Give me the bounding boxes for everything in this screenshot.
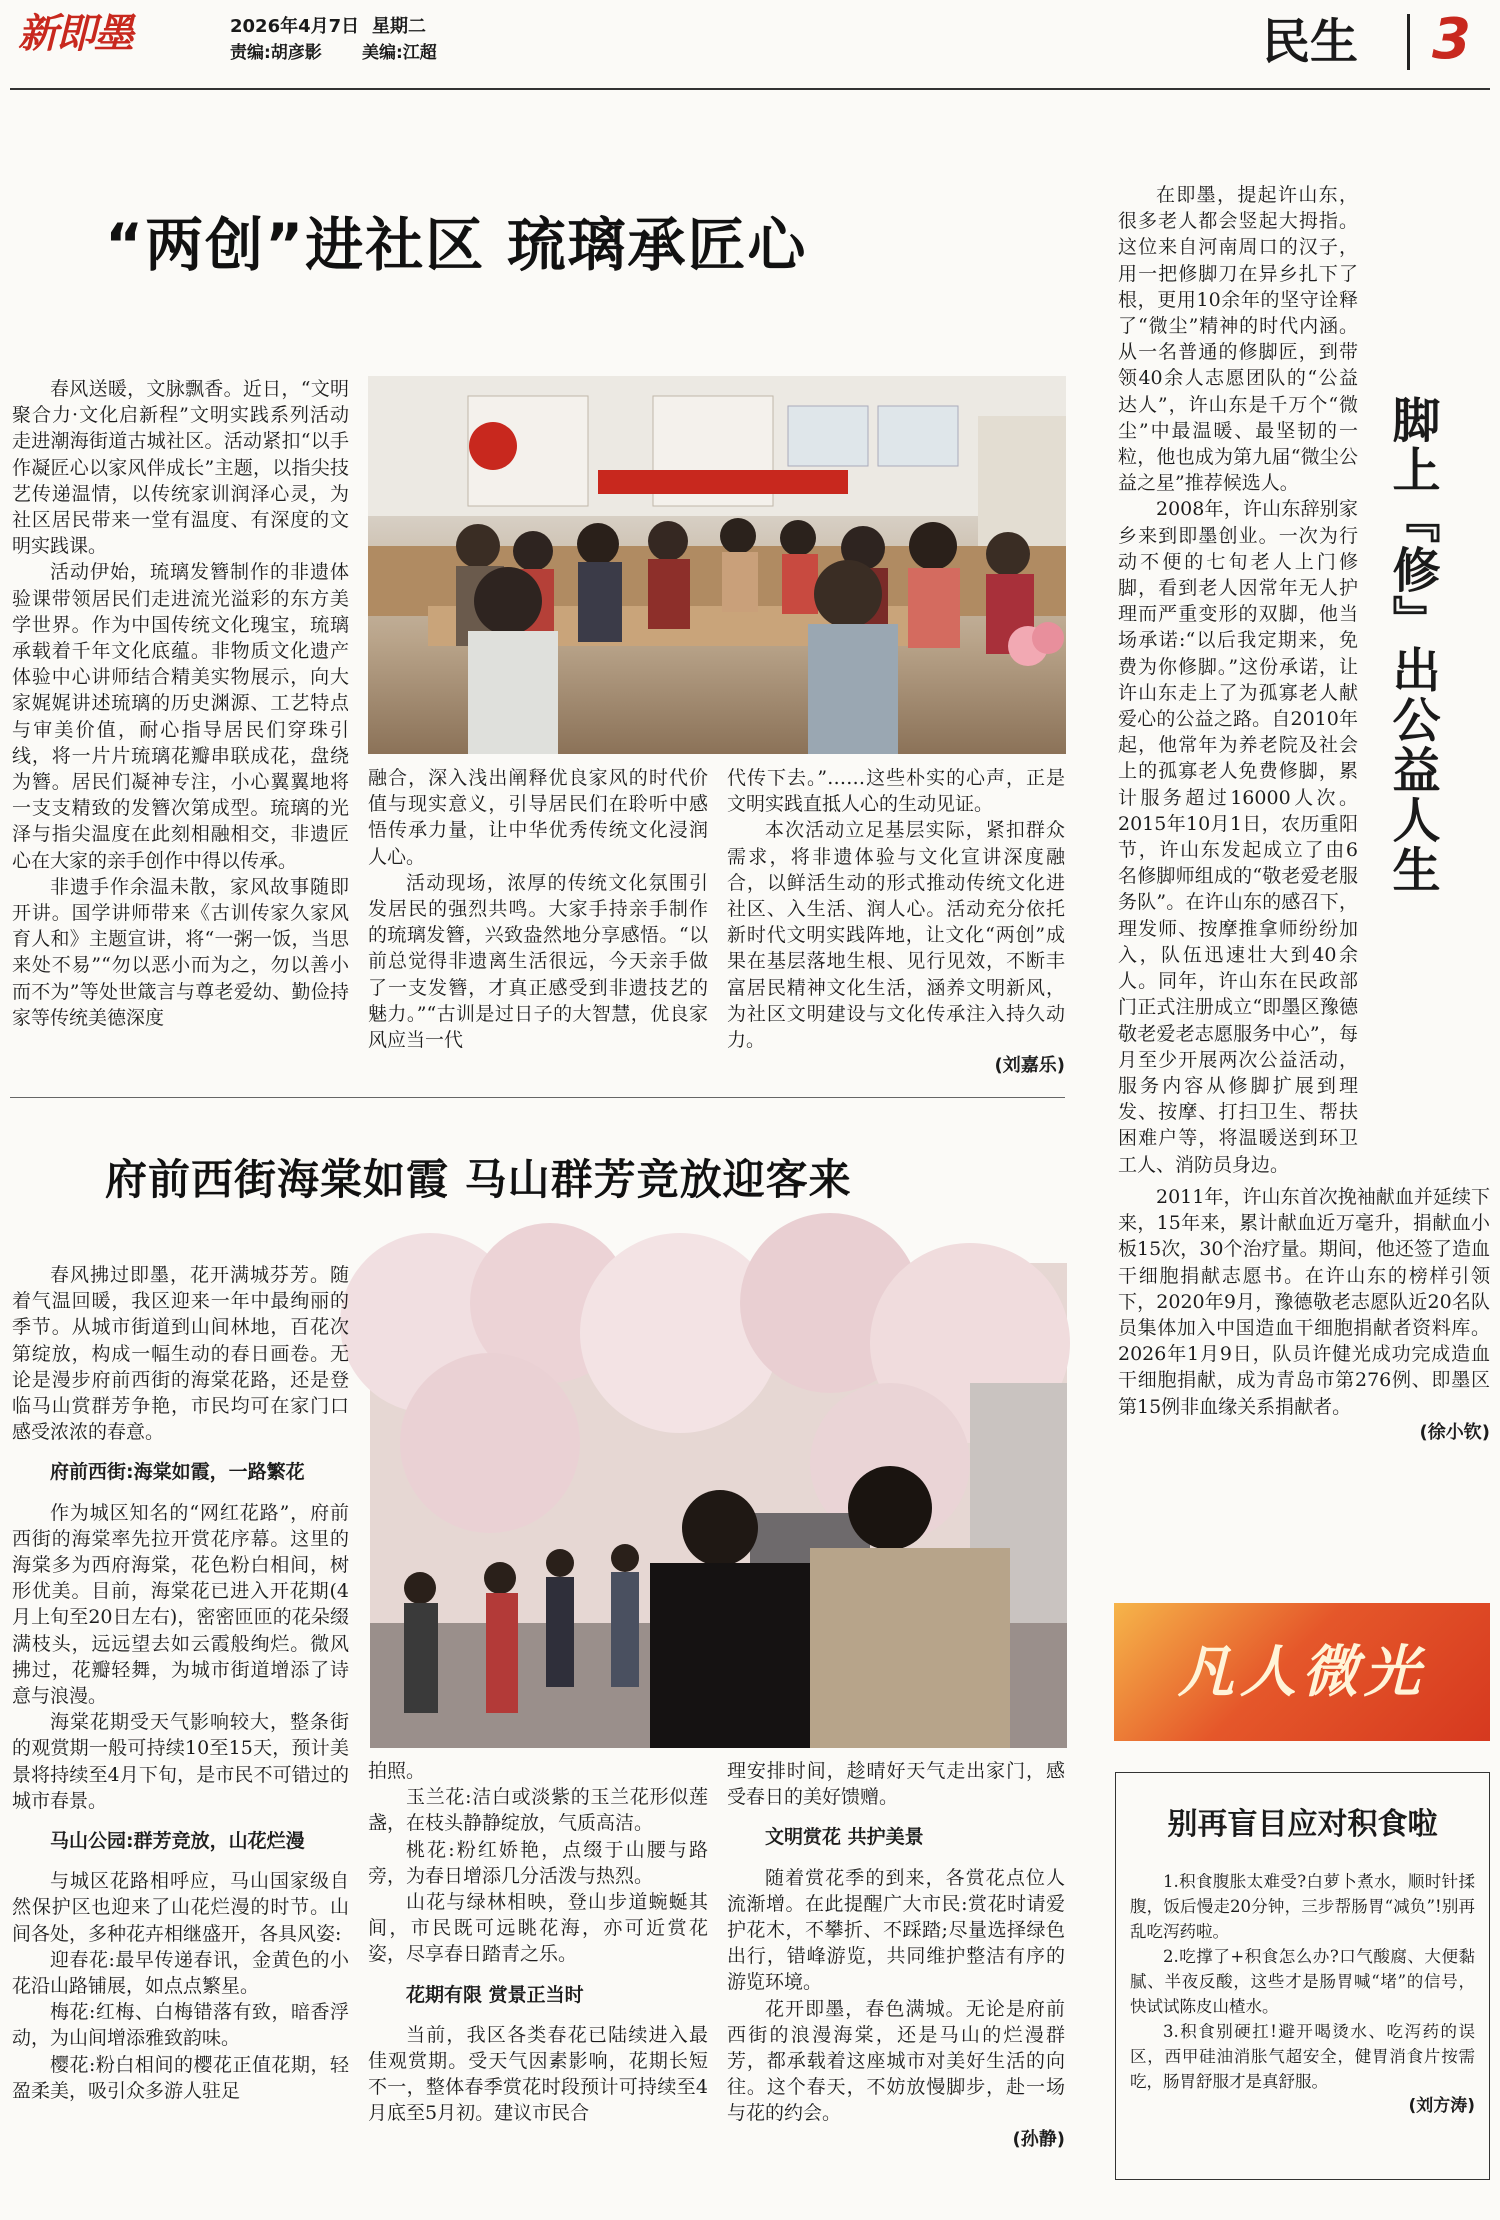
paragraph: 理安排时间，趁晴好天气走出家门，感受春日的美好馈赠。 [727,1760,1065,1809]
byline: (徐小钦) [1419,1421,1490,1443]
paragraph: 花开即墨，春色满城。无论是府前西街的浪漫海棠，还是马山的烂漫群芳，都承载着这座城市对美好生活的向往。这个春天，不妨放慢脚步，赴一场与花的约会。 [727,1997,1065,2125]
section-name: 民生 [1262,14,1359,70]
header-date: 2026年4月7日 [230,16,360,37]
paragraph: 当前，我区各类春花已陆续进入最佳观赏期。受天气因素影响，花期长短不一，整体春季赏花时段预计可持续至4月底至5月初。建议市民合 [368,2023,708,2125]
paragraph: 活动伊始，琉璃发簪制作的非遗体验课带领居民们走进流光溢彩的东方美学世界。作为中国传统文化瑰宝，琉璃承载着千年文化底蕴。非物质文化遗产体验中心讲师结合精美实物展示，向大家娓娓讲述琉璃的历史渊源、工艺特点与审美价值，耐心指导居民们穿珠引线，将一片片琉璃花瓣串联成花，盘绕为簪。居民们凝神专注，小心翼翼地将一支支精致的发簪次第成型。琉璃的光泽与指尖温度在此刻相融相交，非遗匠心在大家的亲手创作中得以传承。 [12,561,349,872]
header-rule [10,88,1490,90]
article1-col1 [12,376,349,1056]
paragraph: 非遗手作余温未散，家风故事随即开讲。国学讲师带来《古训传家久家风育人和》主题宣讲，将“一粥一饭，当思来处不易”“勿以恶小而为之，勿以善小而不为”等处世箴言与尊老爱幼、勤俭持家等传统美德深度 [12,875,349,1029]
article1-photo [368,376,1066,754]
article1-title: “两创”进社区 琉璃承匠心 [105,211,808,279]
tip-item: 2.吃撑了+积食怎么办?口气酸腐、大便黏腻、半夜反酸，这些才是肠胃喊“堵”的信号，快试试陈皮山楂水。 [1130,1947,1475,2016]
paragraph: 活动现场，浓厚的传统文化氛围引发居民的强烈共鸣。大家手持亲手制作的琉璃发簪，兴致盎然地分享感悟。“以前总觉得非遗离生活很远，今天亲手做了一支发簪，才真正感受到非遗技艺的魅力。”“古训是过日子的大智慧，优良家风应当一代 [368,871,708,1052]
header-designer: 美编:江超 [362,43,437,63]
article2-title: 府前西街海棠如霞 马山群芳竞放迎客来 [105,1155,852,1204]
paragraph: 与城区花路相呼应，马山国家级自然保护区也迎来了山花烂漫的时节。山间各处，多种花卉相继盛开，各具风姿: [12,1870,349,1945]
paragraph: 梅花:红梅、白梅错落有致，暗香浮动，为山间增添雅致韵味。 [12,2001,349,2050]
subheading: 花期有限 赏景正当时 [406,1983,584,2006]
header-weekday: 星期二 [372,16,426,37]
subheading: 马山公园:群芳竞放，山花烂漫 [50,1830,305,1853]
article-divider [10,1097,1065,1098]
paragraph: 玉兰花:洁白或淡紫的玉兰花形似莲盏，在枝头静静绽放，气质高洁。 [368,1786,708,1835]
tips-box [1115,1772,1490,2180]
paragraph: 海棠花期受天气影响较大，整条街的观赏期一般可持续10至15天，预计美景将持续至4月下旬，是市民不可错过的城市春景。 [12,1711,349,1812]
byline: (刘方涛) [1408,2096,1475,2116]
paragraph: 本次活动立足基层实际，紧扣群众需求，将非遗体验与文化宣讲深度融合，以鲜活生动的形式推动传统文化进社区、入生活、润人心。活动充分依托新时代文明实践阵地，让文化“两创”成果在基层落地生根、见行见效，不断丰富居民精神文化生活，涵养文明新风，为社区文明建设与文化传承注入持久动力。 [727,819,1065,1052]
paragraph: 迎春花:最早传递春讯，金黄色的小花沿山路铺展，如点点繁星。 [12,1948,349,1998]
subheading: 文明赏花 共护美景 [765,1826,924,1849]
paragraph: 随着赏花季的到来，各赏花点位人流渐增。在此提醒广大市民:赏花时请爱护花木，不攀折、不踩踏;尽量选择绿色出行，错峰游览，共同维护整洁有序的游览环境。 [727,1866,1065,1994]
tips-title: 别再盲目应对积食啦 [1167,1807,1438,1842]
paragraph: 代传下去。”……这些朴实的心声，正是文明实践直抵人心的生动见证。 [727,767,1065,816]
article2-col2 [368,1758,708,2210]
paragraph: 春风拂过即墨，花开满城芬芳。随着气温回暖，我区迎来一年中最绚丽的季节。从城市街道到山间林地，百花次第绽放，构成一幅生动的春日画卷。无论是漫步府前西街的海棠花路，还是登临马山赏群芳争艳，市民均可在家门口感受浓浓的春意。 [12,1264,349,1444]
section-divider [1407,14,1410,70]
paragraph: 山花与绿林相映，登山步道蜿蜒其间，市民既可远眺花海，亦可近赏花姿，尽享春日踏青之乐。 [368,1891,708,1966]
page-number: 3 [1432,7,1471,72]
paragraph: 融合，深入浅出阐释优良家风的时代价值与现实意义，引导居民们在聆听中感悟传承力量，让中华优秀传统文化浸润人心。 [368,767,708,868]
masthead: 新即墨 [18,10,132,57]
tip-item: 3.积食别硬扛!避开喝烫水、吃泻药的误区，西甲硅油消胀气超安全，健胃消食片按需吃，肠胃舒服才是真舒服。 [1130,2022,1475,2091]
paragraph: 作为城区知名的“网红花路”，府前西街的海棠率先拉开赏花序幕。这里的海棠多为西府海棠，花色粉白相间，树形优美。目前，海棠花已进入开花期(4月上旬至20日左右)，密密匝匝的花朵缀满枝头，远远望去如云霞般绚烂。微风拂过，花瓣轻舞，为城市街道增添了诗意与浪漫。 [12,1501,349,1708]
tips-list [1130,1869,1475,2169]
tip-item: 1.积食腹胀太难受?白萝卜煮水，顺时针揉腹，饭后慢走20分钟，三步帮肠胃“减负”!别再乱吃泻药啦。 [1130,1872,1475,1941]
paragraph: 桃花:粉红娇艳，点缀于山腰与路旁，为春日增添几分活泼与热烈。 [368,1838,708,1887]
byline: (刘嘉乐) [994,1055,1065,1077]
paragraph: 2011年，许山东首次挽袖献血并延续下来，15年来，累计献血近万毫升，捐献血小板15次，30个治疗量。期间，他还签了造血干细胞捐献志愿书。在许山东的榜样引领下，2020年9月，豫德敬老志愿队近20名队员集体加入中国造血干细胞捐献者资料库。2026年1月9日，队员许健光成功完成造血干细胞捐献，成为青岛市第276例、即墨区第15例非血缘关系捐献者。 [1118,1186,1490,1418]
subheading: 府前西街:海棠如霞，一路繁花 [50,1461,305,1484]
article1-col2 [368,765,708,1055]
column-banner [1114,1603,1490,1741]
sidebar-text-bottom [1118,1184,1490,1544]
paragraph: 拍照。 [368,1760,426,1782]
article2-photo [370,1263,1067,1748]
photo-scene [368,376,1066,754]
article2-col3 [727,1758,1065,2210]
byline: (孙静) [1012,2128,1065,2150]
photo-scene [370,1263,1067,1748]
paragraph: 在即墨，提起许山东，很多老人都会竖起大拇指。这位来自河南周口的汉子，用一把修脚刀在异乡扎下了根，更用10余年的坚守诠释了“微尘”精神的时代内涵。从一名普通的修脚匠，到带领40余人志愿团队的“公益达人”，许山东是千万个“微尘”中最温暖、最坚韧的一粒，他也成为第九届“微尘公益之星”推荐候选人。 [1118,184,1358,495]
sidebar-text-top [1118,182,1358,1182]
paragraph: 春风送暖，文脉飘香。近日，“文明聚合力·文化启新程”文明实践系列活动走进潮海街道古城社区。活动紧扣“以手作凝匠心以家风伴成长”主题，以指尖技艺传递温情，以传统家训润泽心灵，为社区居民带来一堂有温度、有深度的文明实践课。 [12,378,349,558]
paragraph: 樱花:粉白相间的樱花正值花期，轻盈柔美，吸引众多游人驻足 [12,2053,349,2102]
sidebar-title: 脚上『修』出公益人生 [1384,395,1440,895]
banner-text: 凡人微光 [1178,1639,1426,1705]
header-editor: 责编:胡彦影 [230,43,322,63]
article1-col3 [727,765,1065,1077]
article2-col1 [12,1262,349,2212]
paragraph: 2008年，许山东辞别家乡来到即墨创业。一次为行动不便的七旬老人上门修脚，看到老人因常年无人护理而严重变形的双脚，他当场承诺:“以后我定期来，免费为你修脚。”这份承诺，让许山东走上了为孤寡老人献爱心的公益之路。自2010年起，他常年为养老院及社会上的孤寡老人免费修脚，累计服务超过16000人次。2015年10月1日，农历重阳节，许山东发起成立了由6名修脚师组成的“敬老爱老服务队”。在许山东的感召下，理发师、按摩推拿师纷纷加入，队伍迅速壮大到40余人。同年，许山东在民政部门正式注册成立“即墨区豫德敬老爱老志愿服务中心”，每月至少开展两次公益活动，服务内容从修脚扩展到理发、按摩、打扫卫生、帮扶困难户等，将温暖送到环卫工人、消防员身边。 [1118,498,1358,1176]
